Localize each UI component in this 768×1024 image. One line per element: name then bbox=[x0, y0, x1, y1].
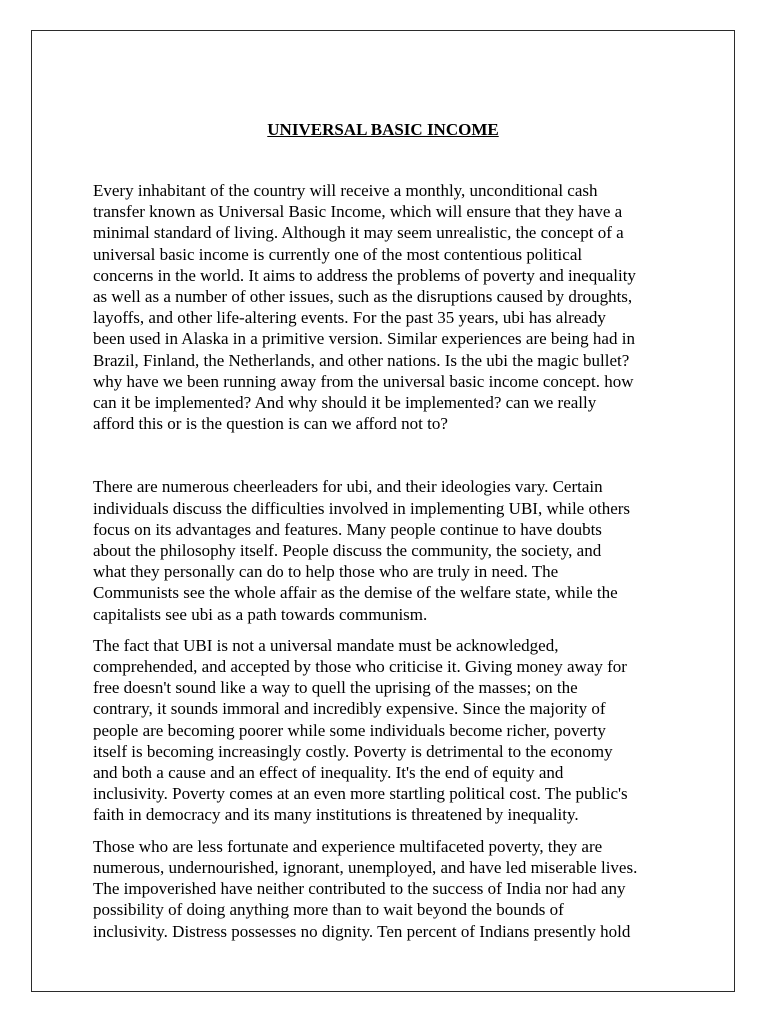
document-page bbox=[31, 30, 735, 992]
paragraph-1: Every inhabitant of the country will receive a monthly, unconditional cash transfer known as Universal Basic Income, which will ensure that they have a minimal standard of living. Although it may seem unrealistic, the concept of a universal basic income is currently one of the most contentious political concerns in the world. It aims to address the problems of poverty and inequality as well as a number of other issues, such as the disruptions caused by droughts, layoffs, and other life-altering events. For the past 35 years, ubi has already been used in Alaska in a primitive version. Similar experiences are being had in Brazil, Finland, the Netherlands, and other nations. Is the ubi the magic bullet? why have we been running away from the universal basic income concept. how can it be implemented? And why should it be implemented? can we really afford this or is the question is can we afford not to? bbox=[93, 181, 636, 434]
paragraph-2: There are numerous cheerleaders for ubi, and their ideologies vary. Certain individuals discuss the difficulties involved in implementing UBI, while others focus on its advantages and features. Many people continue to have doubts about the philosophy itself. People discuss the community, the society, and what they personally can do to help those who are truly in need. The Communists see the whole affair as the demise of the welfare state, while the capitalists see ubi as a path towards communism. bbox=[93, 477, 631, 624]
paragraph-4: Those who are less fortunate and experience multifaceted poverty, they are numerous, undernourished, ignorant, unemployed, and have led miserable lives. The impoverished have neither contributed to the success of India nor had any possibility of doing anything more than to wait beyond the bounds of inclusivity. Distress possesses no dignity. Ten percent of Indians presently hold bbox=[93, 836, 638, 941]
document-body bbox=[93, 180, 683, 942]
document-title: UNIVERSAL BASIC INCOME bbox=[267, 120, 499, 139]
paragraph-3: The fact that UBI is not a universal mandate must be acknowledged, comprehended, and accepted by those who criticise it. Giving money away for free doesn't sound like a way to quell the uprising of the masses; on the contrary, it sounds immoral and incredibly expensive. Since the majority of people are becoming poorer while some individuals become richer, poverty itself is becoming increasingly costly. Poverty is detrimental to the economy and both a cause and an effect of inequality. It's the end of equity and inclusivity. Poverty comes at an even more startling political cost. The public's faith in democracy and its many institutions is threatened by inequality. bbox=[93, 635, 628, 825]
